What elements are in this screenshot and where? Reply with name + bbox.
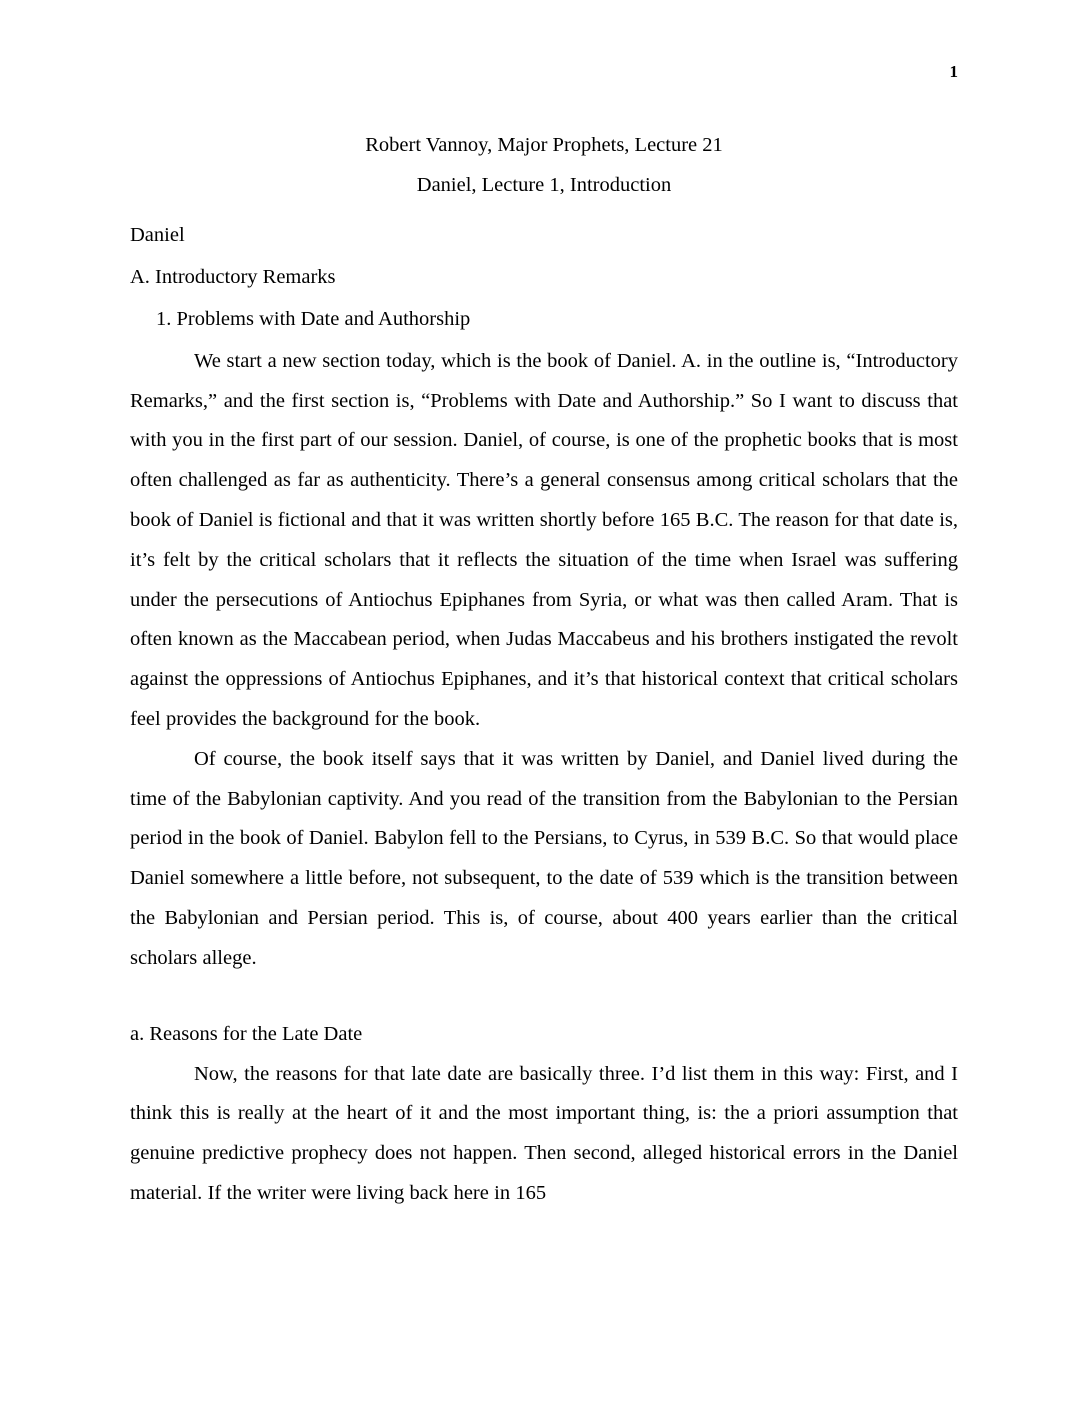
lecture-title-line-2: Daniel, Lecture 1, Introduction: [416, 173, 672, 196]
document-content: [130, 126, 958, 1214]
paragraph-1: We start a new section today, which is the book of Daniel. A. in the outline is, “Introductory Remarks,” and the first section is, “Problems with Date and Authorship.” So I want to discuss that with you in the first part of our session. Daniel, of course, is one of the prophetic books that is most often challenged as far as authenticity. There’s a general consensus among critical scholars that the book of Daniel is fictional and that it was written shortly before 165 B.C. The reason for that date is, it’s felt by the critical scholars that it reflects the situation of the time when Israel was suffering under the persecutions of Antiochus Epiphanes from Syria, or what was then called Aram. That is often known as the Maccabean period, when Judas Maccabeus and his brothers instigated the revolt against the oppressions of Antiochus Epiphanes, and it’s that historical context that critical scholars feel provides the background for the book.: [130, 349, 958, 731]
heading-section-a: A. Introductory Remarks: [130, 265, 336, 288]
spacer: [130, 979, 958, 1013]
page-number: 1: [949, 62, 958, 81]
heading-item-1: 1. Problems with Date and Authorship: [156, 307, 471, 330]
paragraph-3: Now, the reasons for that late date are basically three. I’d list them in this way: First, and I think this is really at the heart of it and the most important thing, is: the a priori assumption that genuine predictive prophecy does not happen. Then second, alleged historical errors in the Daniel material. If the writer were living back here in 165: [130, 1062, 958, 1204]
paragraph-2: Of course, the book itself says that it was written by Daniel, and Daniel lived during the time of the Babylonian captivity. And you read of the transition from the Babylonian to the Persian period in the book of Daniel. Babylon fell to the Persians, to Cyrus, in 539 B.C. So that would place Daniel somewhere a little before, not subsequent, to the date of 539 which is the transition between the Babylonian and Persian period. This is, of course, about 400 years earlier than the critical scholars allege.: [130, 747, 958, 969]
lecture-title-line-1: Robert Vannoy, Major Prophets, Lecture 21: [365, 134, 723, 156]
heading-item-a: a. Reasons for the Late Date: [130, 1022, 363, 1045]
heading-book-daniel: Daniel: [130, 223, 185, 246]
spacer: [130, 206, 958, 214]
